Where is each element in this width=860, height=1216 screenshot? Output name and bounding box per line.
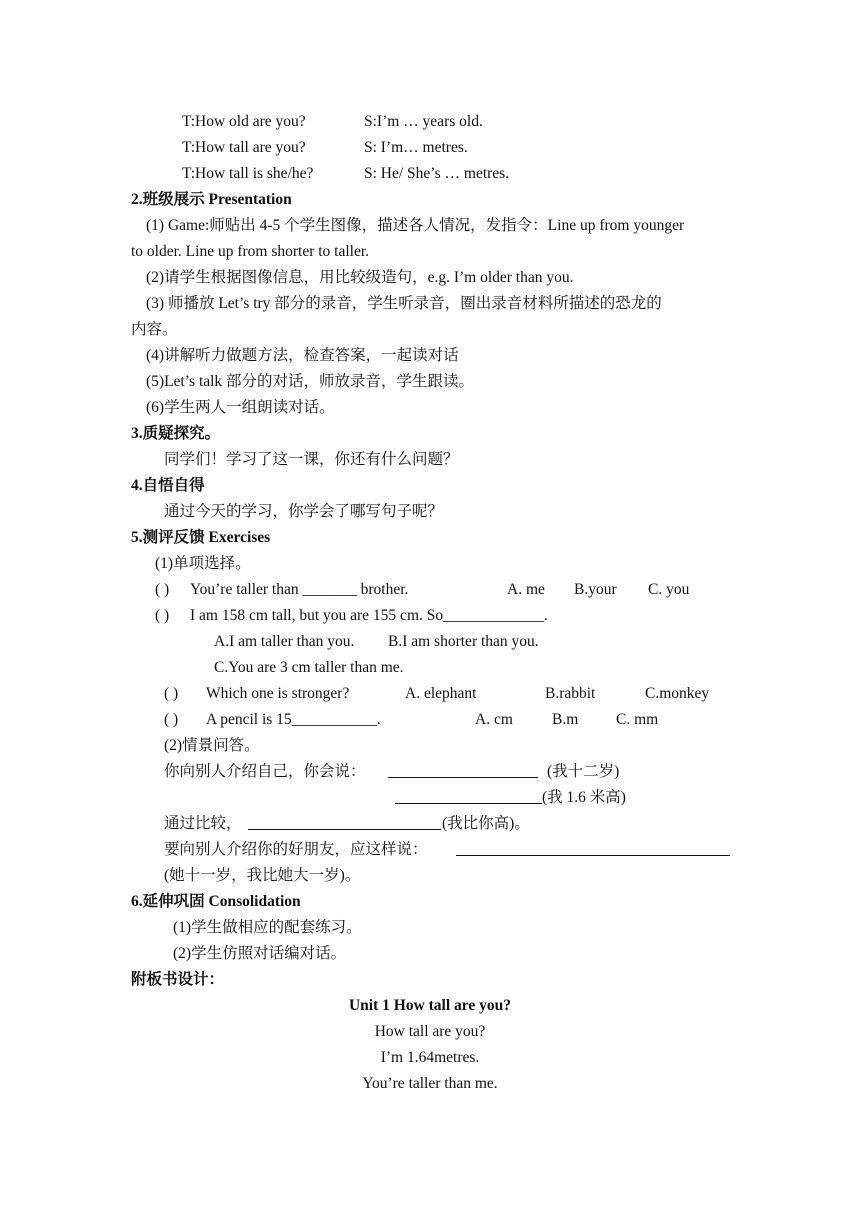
section-2-heading: 2.班级展示 Presentation — [131, 191, 292, 208]
section-6-heading: 6.延伸巩固 Consolidation — [131, 893, 301, 910]
board-line-2: I’m 1.64metres. — [380, 1049, 480, 1066]
presentation-step-3a: (3) 师播放 Let’s try 部分的录音，学生听录音，圈出录音材料所描述的恐龙的 — [146, 295, 662, 312]
q1-option-b: B.your — [574, 581, 617, 598]
dialogue-teacher-2: T:How tall are you? — [182, 139, 306, 156]
presentation-step-3b: 内容。 — [131, 321, 178, 338]
section-3-text: 同学们！学习了这一课，你还有什么问题？ — [164, 451, 459, 468]
board-design-heading: 附板书设计： — [131, 971, 225, 988]
scenario-3-prompt: 通过比较， — [164, 815, 242, 832]
board-title: Unit 1 How tall are you? — [348, 997, 512, 1014]
section-4-heading: 4.自悟自得 — [131, 477, 205, 494]
q4-option-c: C. mm — [616, 711, 659, 728]
scenario-4-hint: (她十一岁，我比她大一岁)。 — [164, 867, 361, 884]
q2-option-a: A.I am taller than you. — [214, 633, 355, 650]
q1-option-c: C. you — [648, 581, 690, 598]
q3-paren: ( ) — [164, 685, 179, 702]
q3-option-b: B.rabbit — [545, 685, 596, 702]
q4-option-b: B.m — [552, 711, 579, 728]
board-line-3: You’re taller than me. — [362, 1075, 498, 1092]
dialogue-student-3: S: He/ She’s … metres. — [364, 165, 510, 182]
scenario-2-hint: (我 1.6 米高) — [542, 789, 626, 806]
q3-stem: Which one is stronger? — [206, 685, 350, 702]
consolidation-step-2: (2)学生仿照对话编对话。 — [173, 945, 347, 962]
presentation-step-5: (5)Let’s talk 部分的对话，师放录音，学生跟读。 — [146, 373, 475, 390]
q1-stem: You’re taller than _______ brother. — [190, 581, 409, 598]
q3-option-a: A. elephant — [405, 685, 477, 702]
presentation-step-1a: (1) Game:师贴出 4-5 个学生图像，描述各人情况，发指令：Line up from younger — [146, 217, 685, 234]
q2-paren: ( ) — [155, 607, 170, 624]
q1-option-a: A. me — [507, 581, 545, 598]
scenario-3-hint: (我比你高)。 — [442, 815, 530, 832]
q2-stem: I am 158 cm tall, but you are 155 cm. So_____________. — [190, 607, 548, 624]
scenario-1-hint: (我十二岁) — [547, 763, 620, 780]
presentation-step-6: (6)学生两人一组朗读对话。 — [146, 399, 335, 416]
section-4-text: 通过今天的学习，你学会了哪写句子呢？ — [164, 503, 444, 520]
exercise-part-2-label: (2)情景问答。 — [164, 737, 260, 754]
scenario-1-prompt: 你向别人介绍自己，你会说： — [164, 763, 366, 780]
dialogue-teacher-1: T:How old are you? — [182, 113, 306, 130]
exercise-part-1-label: (1)单项选择。 — [155, 555, 251, 572]
presentation-step-4: (4)讲解听力做题方法，检查答案，一起读对话 — [146, 347, 459, 364]
dialogue-teacher-3: T:How tall is she/he? — [182, 165, 314, 182]
dialogue-student-2: S: I’m… metres. — [364, 139, 468, 156]
q4-paren: ( ) — [164, 711, 179, 728]
scenario-2-blank[interactable] — [395, 788, 542, 810]
scenario-3-blank[interactable] — [248, 814, 441, 836]
q4-option-a: A. cm — [475, 711, 513, 728]
section-3-heading: 3.质疑探究。 — [131, 425, 221, 442]
q4-stem: A pencil is 15___________. — [206, 711, 381, 728]
q2-option-b: B.I am shorter than you. — [388, 633, 539, 650]
scenario-1-blank[interactable] — [388, 762, 538, 784]
q2-option-c: C.You are 3 cm taller than me. — [214, 659, 404, 676]
dialogue-student-1: S:I’m … years old. — [364, 113, 483, 130]
section-5-heading: 5.测评反馈 Exercises — [131, 529, 271, 546]
scenario-4-blank[interactable] — [456, 840, 730, 862]
scenario-4-prompt: 要向别人介绍你的好朋友，应这样说： — [164, 841, 428, 858]
presentation-step-2: (2)请学生根据图像信息，用比较级造句，e.g. I’m older than you. — [146, 269, 574, 286]
presentation-step-1b: to older. Line up from shorter to taller. — [131, 243, 370, 260]
consolidation-step-1: (1)学生做相应的配套练习。 — [173, 919, 362, 936]
board-line-1: How tall are you? — [374, 1023, 486, 1040]
q3-option-c: C.monkey — [645, 685, 710, 702]
q1-paren: ( ) — [155, 581, 170, 598]
